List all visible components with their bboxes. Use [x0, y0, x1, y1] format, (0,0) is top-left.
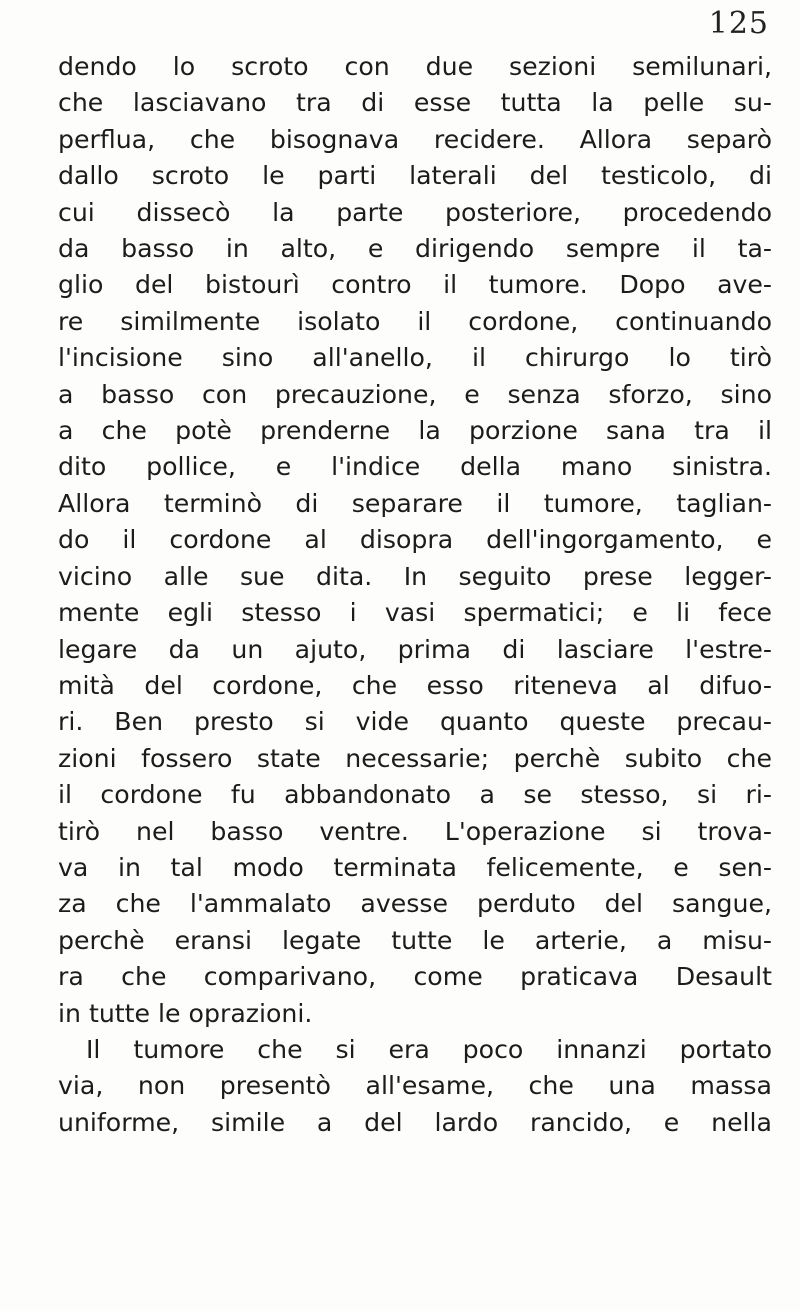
- text-line: tirò nel basso ventre. L'operazione si trova-: [58, 816, 772, 846]
- text-line: a basso con precauzione, e senza sforzo, sino: [58, 379, 772, 409]
- text-line: perchè eransi legate tutte le arterie, a misu-: [58, 925, 772, 955]
- text-line: ri. Ben presto si vide quanto queste precau-: [58, 707, 772, 737]
- text-line: dendo lo scroto con due sezioni semilunari,: [58, 52, 772, 81]
- text-line: ra che comparivano, come praticava Desault: [58, 962, 772, 992]
- text-line: glio del bistourì contro il tumore. Dopo ave-: [58, 270, 772, 300]
- text-line: legare da un ajuto, prima di lasciare l'estre-: [58, 634, 772, 664]
- text-line: za che l'ammalato avesse perduto del sangue,: [58, 889, 772, 919]
- text-line: a che potè prenderne la porzione sana tra il: [58, 416, 772, 446]
- paragraph-end-line: in tutte le oprazioni.: [58, 998, 313, 1028]
- text-line: re similmente isolato il cordone, continuando: [58, 306, 772, 336]
- text-line: va in tal modo terminata felicemente, e sen-: [58, 852, 772, 882]
- text-line: il cordone fu abbandonato a se stesso, si ri-: [58, 780, 772, 810]
- text-line: vicino alle sue dita. In seguito prese legger-: [58, 561, 772, 591]
- text-line: cui dissecò la parte posteriore, procedendo: [58, 197, 772, 227]
- text-line: da basso in alto, e dirigendo sempre il ta-: [58, 234, 772, 264]
- text-line: mente egli stesso i vasi spermatici; e li fece: [58, 598, 772, 628]
- text-line: Allora terminò di separare il tumore, taglian-: [58, 488, 772, 518]
- body-text: [58, 49, 772, 1141]
- text-line: mità del cordone, che esso riteneva al difuo-: [58, 670, 772, 700]
- text-line: l'incisione sino all'anello, il chirurgo lo tirò: [58, 343, 772, 373]
- text-line: dallo scroto le parti laterali del testicolo, di: [58, 161, 772, 191]
- text-line: uniforme, simile a del lardo rancido, e nella: [58, 1107, 772, 1137]
- text-line: via, non presentò all'esame, che una massa: [58, 1071, 772, 1101]
- text-line: dito pollice, e l'indice della mano sinistra.: [58, 452, 772, 482]
- text-line: che lasciavano tra di esse tutta la pelle su-: [58, 88, 772, 118]
- text-line: zioni fossero state necessarie; perchè subito che: [58, 743, 772, 773]
- paragraph-start-line: Il tumore che si era poco innanzi portato: [86, 1034, 772, 1064]
- text-line: perflua, che bisognava recidere. Allora separò: [58, 124, 772, 154]
- page-number: 125: [708, 6, 769, 41]
- text-line: do il cordone al disopra dell'ingorgamento, e: [58, 525, 772, 555]
